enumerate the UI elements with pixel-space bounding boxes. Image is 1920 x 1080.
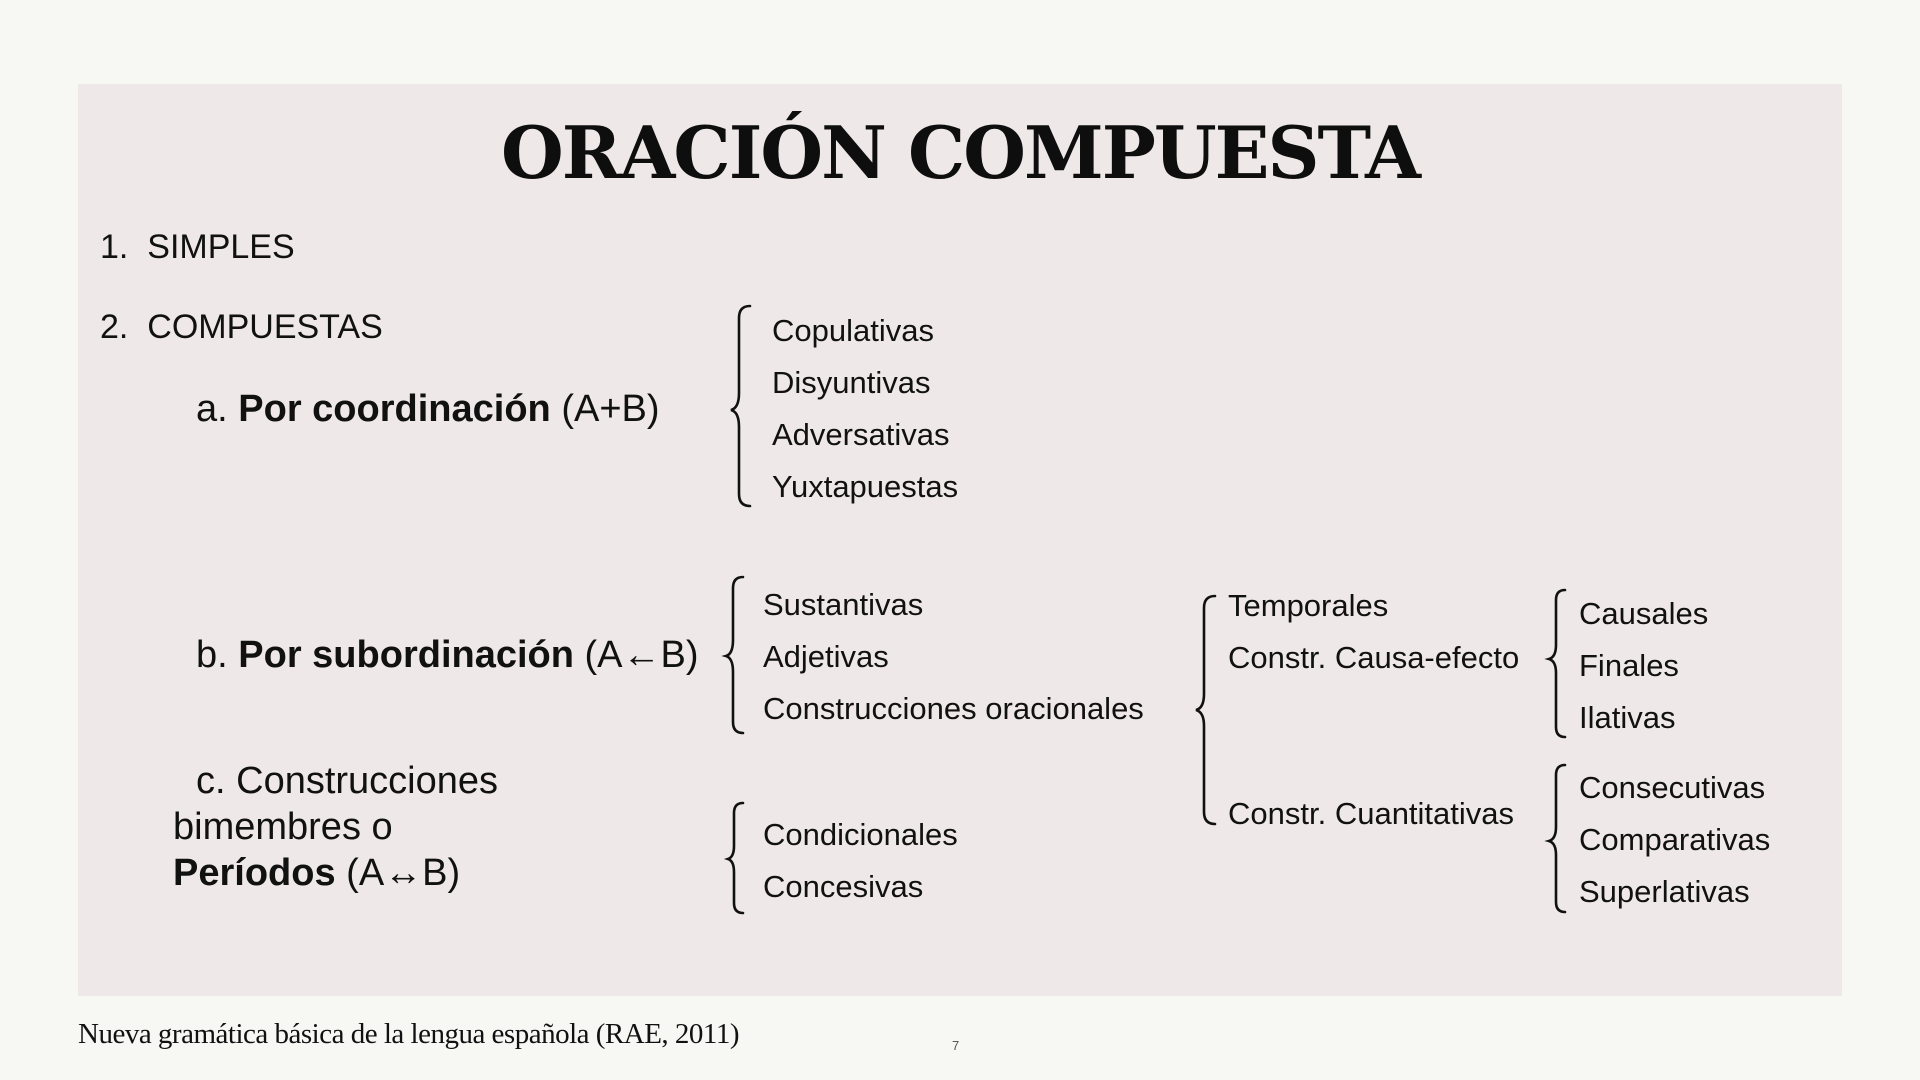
- item-1-label: SIMPLES: [147, 228, 295, 266]
- coord-item-copulativas: Copulativas: [772, 313, 934, 348]
- subitem-a-bold: Por coordinación: [238, 388, 551, 430]
- subitem-a-letter: a.: [196, 388, 228, 430]
- subitem-b-letter: b.: [196, 634, 228, 676]
- causa-finales: Finales: [1579, 648, 1679, 683]
- oracional-causa-efecto: Constr. Causa-efecto: [1228, 640, 1520, 675]
- oracional-cuantitativas: Constr. Cuantitativas: [1228, 796, 1515, 831]
- periodo-concesivas: Concesivas: [763, 869, 924, 904]
- brace-periodos: [728, 803, 743, 913]
- periodo-condicionales: Condicionales: [763, 817, 958, 852]
- coord-item-disyuntivas: Disyuntivas: [772, 365, 931, 400]
- slide-title: ORACIÓN COMPUESTA: [500, 110, 1420, 195]
- coord-item-adversativas: Adversativas: [772, 417, 950, 452]
- subitem-c-bold: Períodos: [173, 852, 336, 894]
- subitem-b-formula: (A←B): [584, 634, 699, 676]
- brace-subordinacion: [726, 577, 743, 733]
- sub-item-construcciones: Construcciones oracionales: [763, 691, 1144, 726]
- subitem-c-letter: c.: [196, 760, 226, 802]
- reference-citation: Nueva gramática básica de la lengua española (RAE, 2011): [78, 1018, 740, 1050]
- cuant-comparativas: Comparativas: [1579, 822, 1771, 857]
- subitem-c-text1: Construcciones: [236, 760, 499, 802]
- subitem-c-formula: (A↔B): [346, 852, 461, 894]
- subitem-b-bold: Por subordinación: [238, 634, 574, 676]
- sub-item-sustantivas: Sustantivas: [763, 587, 924, 622]
- oracional-temporales: Temporales: [1228, 588, 1389, 623]
- causa-ilativas: Ilativas: [1579, 700, 1676, 735]
- item-2-label: COMPUESTAS: [147, 308, 383, 346]
- page-number: 7: [952, 1038, 960, 1053]
- brace-cuantitativas: [1549, 765, 1565, 912]
- brace-oracionales: [1196, 596, 1215, 824]
- subitem-a-formula: (A+B): [561, 388, 660, 430]
- causa-causales: Causales: [1579, 596, 1709, 631]
- item-1-number: 1.: [100, 228, 129, 266]
- subitem-c-text2: bimembres o: [173, 806, 393, 848]
- item-2-number: 2.: [100, 308, 129, 346]
- coord-item-yuxtapuestas: Yuxtapuestas: [772, 469, 959, 504]
- cuant-consecutivas: Consecutivas: [1579, 770, 1766, 805]
- brace-causa-efecto: [1549, 590, 1565, 737]
- sub-item-adjetivas: Adjetivas: [763, 639, 889, 674]
- cuant-superlativas: Superlativas: [1579, 874, 1750, 909]
- brace-coordinacion: [731, 306, 750, 506]
